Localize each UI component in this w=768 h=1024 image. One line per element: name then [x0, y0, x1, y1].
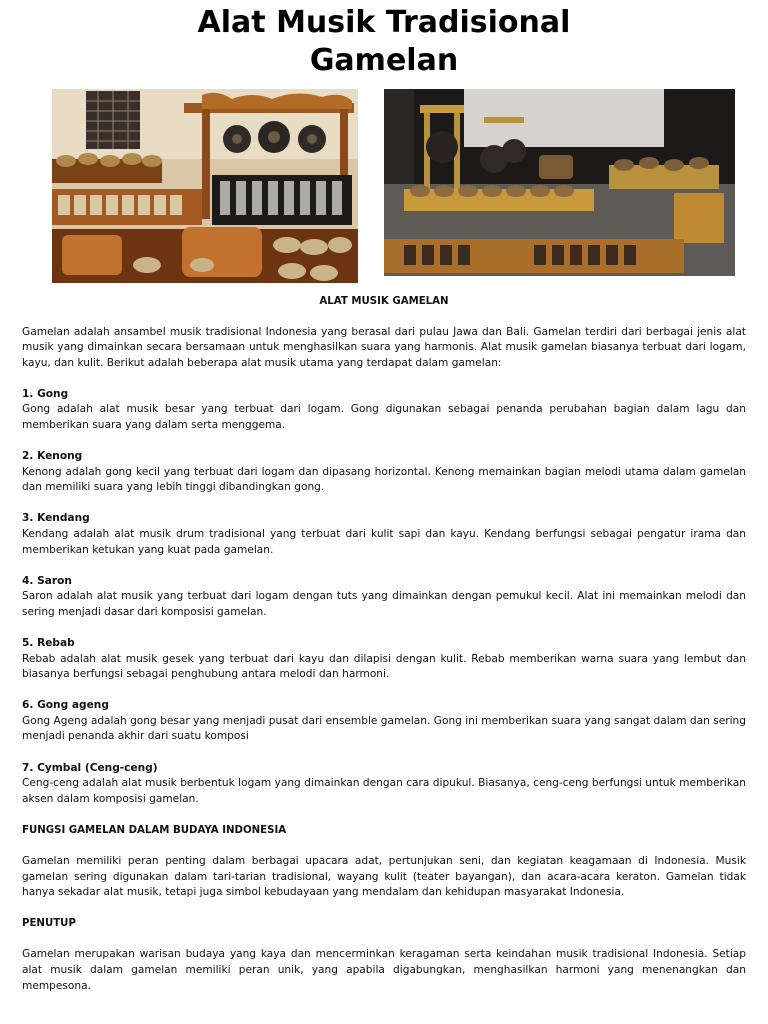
- instrument-description: Ceng-ceng adalah alat musik berbentuk logam yang dimainkan dengan cara dipukul. Biasanya, ceng-ceng berfungsi untuk memberikan aksen dalam komposisi gamelan.: [22, 777, 746, 805]
- section-heading-closing: PENUTUP: [22, 918, 76, 930]
- title-line-2: Gamelan: [309, 43, 459, 78]
- instrument-description: Saron adalah alat musik yang terbuat dari logam dengan tuts yang dimainkan dengan pemukul kecil. Alat ini memainkan melodi dan sering menjadi dasar dari komposisi gamelan.: [22, 590, 746, 618]
- instrument-item: [22, 761, 746, 808]
- instrument-item: [22, 636, 746, 683]
- document-title: [0, 4, 768, 80]
- instrument-description: Kendang adalah alat musik drum tradisional yang terbuat dari kulit sapi dan kayu. Kendang berfungsi sebagai pengatur irama dan memberikan ketukan yang kuat pada gamelan.: [22, 528, 746, 556]
- article-body: [22, 294, 746, 1010]
- instrument-title: 7. Cymbal (Ceng-ceng): [22, 761, 158, 774]
- instrument-title: 3. Kendang: [22, 512, 90, 525]
- instrument-title: 6. Gong ageng: [22, 699, 109, 712]
- instrument-title: 2. Kenong: [22, 450, 83, 463]
- instrument-description: Gong Ageng adalah gong besar yang menjadi pusat dari ensemble gamelan. Gong ini memberikan suara yang sangat dalam dan sering menjadi penanda akhir dari suatu komposi: [22, 714, 746, 743]
- instrument-item: [22, 449, 746, 496]
- gamelan-photo-right: [384, 89, 735, 276]
- function-paragraph: Gamelan memiliki peran penting dalam berbagai upacara adat, pertunjukan seni, dan kegiatan keagamaan di Indonesia. Musik gamelan sering digunakan dalam tari-tarian tradisional, wayang kulit (teater bayangan), dan acara-acara keraton. Gamelan tidak hanya sekadar alat musik, tetapi juga simbol kebudayaan yang mendalam dan kehidupan masyarakat Indonesia.: [22, 854, 746, 899]
- instrument-title: 5. Rebab: [22, 637, 75, 649]
- section-heading-instruments: ALAT MUSIK GAMELAN: [319, 296, 449, 307]
- section-heading-function: FUNGSI GAMELAN DALAM BUDAYA INDONESIA: [22, 824, 287, 836]
- instrument-item: [22, 387, 746, 434]
- instrument-item: [22, 698, 746, 745]
- instrument-description: Rebab adalah alat musik gesek yang terbuat dari kayu dan dilapisi dengan kulit. Rebab memberikan warna suara yang lembut dan biasanya berfungsi sebagai penghubung antara melodi dan harmoni.: [22, 652, 746, 681]
- intro-paragraph: Gamelan adalah ansambel musik tradisional Indonesia yang berasal dari pulau Jawa dan Bali. Gamelan terdiri dari berbagai jenis alat musik yang dimainkan secara bersamaan untuk menghasilkan suara yang harmonis. Alat musik gamelan biasanya terbuat dari logam, kayu, dan kulit. Berikut adalah beberapa alat musik utama yang terdapat dalam gamelan:: [22, 325, 746, 369]
- title-line-1: Alat Musik Tradisional: [197, 5, 571, 40]
- closing-paragraph: Gamelan merupakan warisan budaya yang kaya dan mencerminkan keragaman serta keindahan musik tradisional Indonesia. Setiap alat musik dalam gamelan memiliki peran unik, yang apabila digabungkan, menghasilkan harmoni yang menenangkan dan mempesona.: [22, 948, 746, 992]
- instrument-description: Kenong adalah gong kecil yang terbuat dari logam dan dipasang horizontal. Kenong memainkan bagian melodi utama dalam gamelan dan memiliki suara yang lebih tinggi dibandingkan gong.: [22, 465, 746, 494]
- instrument-item: [22, 511, 746, 558]
- instrument-description: Gong adalah alat musik besar yang terbuat dari logam. Gong digunakan sebagai penanda perubahan bagian dalam lagu dan memberikan suara yang dalam serta menggema.: [22, 403, 746, 432]
- instrument-item: [22, 574, 746, 621]
- gamelan-photo-left: [52, 89, 358, 283]
- instrument-title: 4. Saron: [22, 574, 72, 587]
- instrument-title: 1. Gong: [22, 387, 69, 400]
